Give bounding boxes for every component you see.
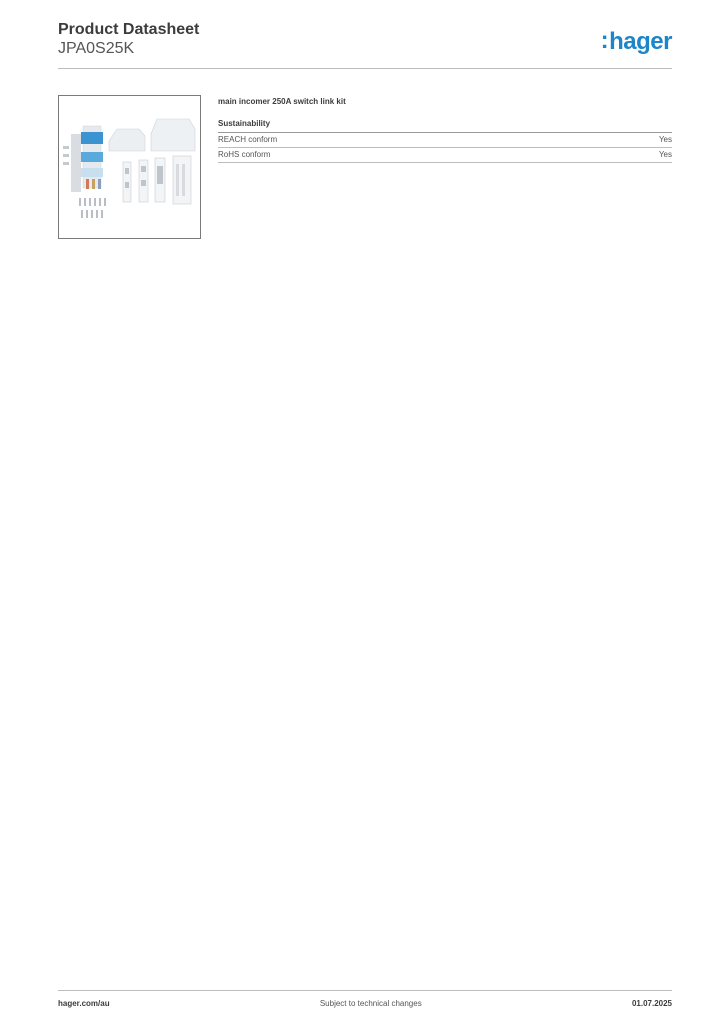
product-details bbox=[218, 95, 672, 163]
section-title-sustainability: Sustainability bbox=[218, 119, 672, 133]
document-footer bbox=[58, 999, 672, 1008]
footer-date: 01.07.2025 bbox=[631, 999, 672, 1008]
row-label: REACH conform bbox=[218, 135, 278, 144]
footer-website: hager.com/au bbox=[58, 999, 110, 1008]
document-header bbox=[58, 20, 199, 58]
product-name: main incomer 250A switch link kit bbox=[218, 97, 346, 106]
logo-dots-icon: : bbox=[600, 27, 609, 54]
document-title: Product Datasheet bbox=[58, 21, 200, 38]
product-image bbox=[58, 95, 201, 239]
table-row bbox=[218, 133, 672, 148]
table-row bbox=[218, 148, 672, 163]
footer-notice: Subject to technical changes bbox=[319, 999, 422, 1008]
logo-text: hager bbox=[609, 28, 672, 55]
row-value: Yes bbox=[658, 150, 672, 159]
product-photo-icon bbox=[59, 96, 200, 238]
hager-logo bbox=[601, 28, 672, 56]
row-label: RoHS conform bbox=[218, 150, 271, 159]
product-code: JPA0S25K bbox=[58, 40, 135, 57]
header-divider bbox=[58, 68, 672, 69]
row-value: Yes bbox=[658, 135, 672, 144]
footer-divider bbox=[58, 990, 672, 991]
